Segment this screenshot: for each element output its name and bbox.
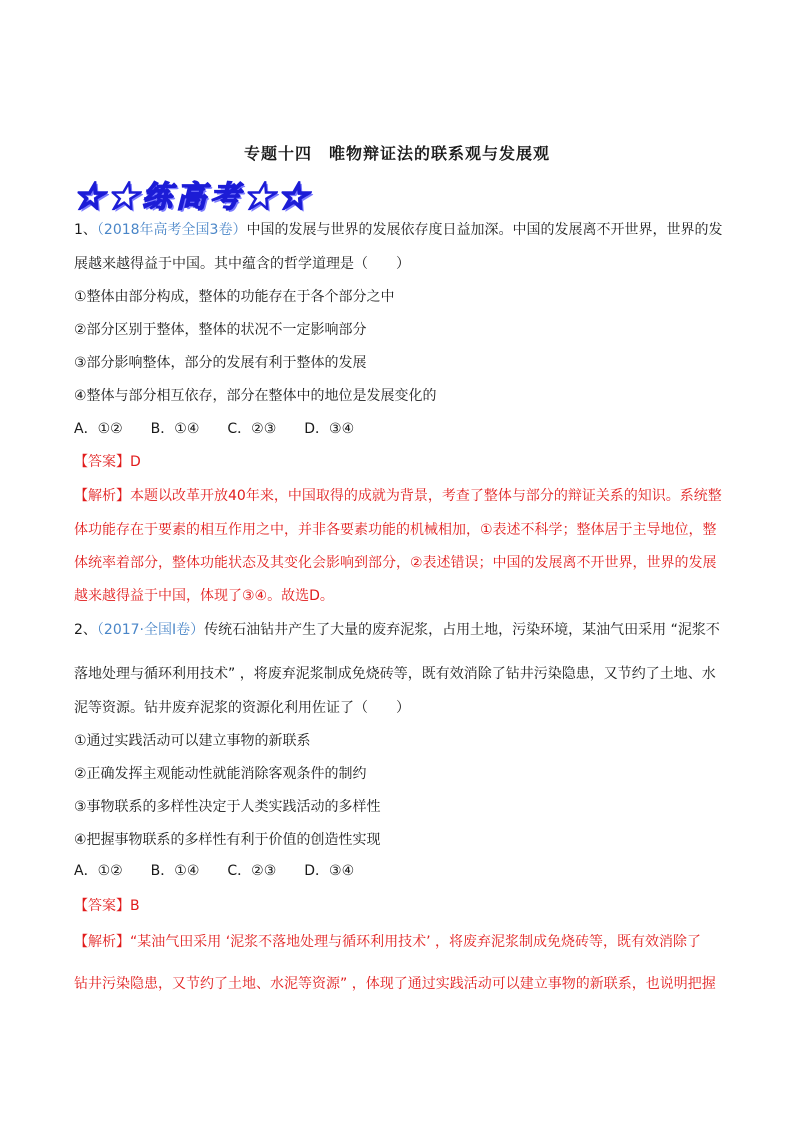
q1-option-2: ②部分区别于整体，整体的状况不一定影响部分	[74, 322, 367, 338]
q1-choices: A．①② B．①④ C．②③ D．③④	[74, 421, 355, 437]
q2-analysis-line-2: 钻井污染隐患，又节约了土地、水泥等资源” ，体现了通过实践活动可以建立事物的新联系，也说明把握	[74, 976, 716, 992]
q2-option-1: ①通过实践活动可以建立事物的新联系	[74, 733, 311, 749]
q1-option-3: ③部分影响整体，部分的发展有利于整体的发展	[74, 355, 367, 371]
q2-analysis-line-1	[74, 932, 701, 952]
q2-stem-text: 传统石油钻井产生了大量的废弃泥浆，占用土地，污染环境，某油气田采用 “泥浆不	[204, 622, 720, 638]
q2-choices: A．①② B．①④ C．②③ D．③④	[74, 863, 355, 879]
q1-number: 1、	[74, 222, 97, 238]
q2-option-2: ②正确发挥主观能动性就能消除客观条件的制约	[74, 766, 367, 782]
q1-answer-value: D	[130, 454, 141, 470]
q1-analysis-tag: 【解析】	[74, 488, 130, 504]
q1-analysis-line-3: 体统率着部分，整体功能状态及其变化会影响到部分，②表述错误；中国的发展离不开世界，世界的发展	[74, 555, 717, 571]
q1-analysis-text: 本题以改革开放40年来，中国取得的成就为背景，考查了整体与部分的辩证关系的知识。系统整	[130, 488, 722, 504]
q1-answer-tag: 【答案】	[74, 454, 130, 470]
q2-answer	[74, 896, 140, 916]
q2-stem-line-3: 泥等资源。钻井废弃泥浆的资源化利用佐证了（ ）	[74, 700, 410, 716]
q1-answer	[74, 452, 141, 472]
q1-stem-line-2: 展越来越得益于中国。其中蕴含的哲学道理是（ ）	[74, 256, 410, 272]
q2-option-4: ④把握事物联系的多样性有利于价值的创造性实现	[74, 832, 381, 848]
q2-answer-tag: 【答案】	[74, 898, 130, 914]
q2-stem-line-1	[74, 620, 720, 640]
q1-source: （2018年高考全国3卷）	[96, 222, 247, 238]
q2-answer-value: B	[130, 898, 140, 914]
q2-number: 2、	[74, 622, 97, 638]
q2-stem-line-2: 落地处理与循环利用技术” ，将废弃泥浆制成免烧砖等，既有效消除了钻井污染隐患，又节约了土地、水	[74, 666, 716, 682]
section-banner: ☆★练高考★☆	[74, 180, 312, 215]
q1-analysis-line-4: 越来越得益于中国，体现了③④。故选D。	[74, 588, 334, 604]
q2-source: （2017·全国Ⅰ卷）	[96, 622, 205, 638]
q2-analysis-tag: 【解析】	[74, 934, 130, 950]
page-title: 专题十四 唯物辩证法的联系观与发展观	[243, 144, 550, 163]
q1-option-1: ①整体由部分构成，整体的功能存在于各个部分之中	[74, 289, 395, 305]
q1-analysis-line-1	[74, 486, 722, 506]
q1-analysis-line-2: 体功能存在于要素的相互作用之中，并非各要素功能的机械相加，①表述不科学；整体居于主导地位，整	[74, 522, 717, 538]
q1-stem-text: 中国的发展与世界的发展依存度日益加深。中国的发展离不开世界，世界的发	[246, 222, 723, 238]
q2-analysis-text: “某油气田采用 ‘泥浆不落地处理与循环利用技术’ ，将废弃泥浆制成免烧砖等，既有效消除了	[130, 934, 702, 950]
q2-option-3: ③事物联系的多样性决定于人类实践活动的多样性	[74, 799, 381, 815]
q1-option-4: ④整体与部分相互依存，部分在整体中的地位是发展变化的	[74, 388, 437, 404]
q1-stem-line-1	[74, 220, 722, 240]
